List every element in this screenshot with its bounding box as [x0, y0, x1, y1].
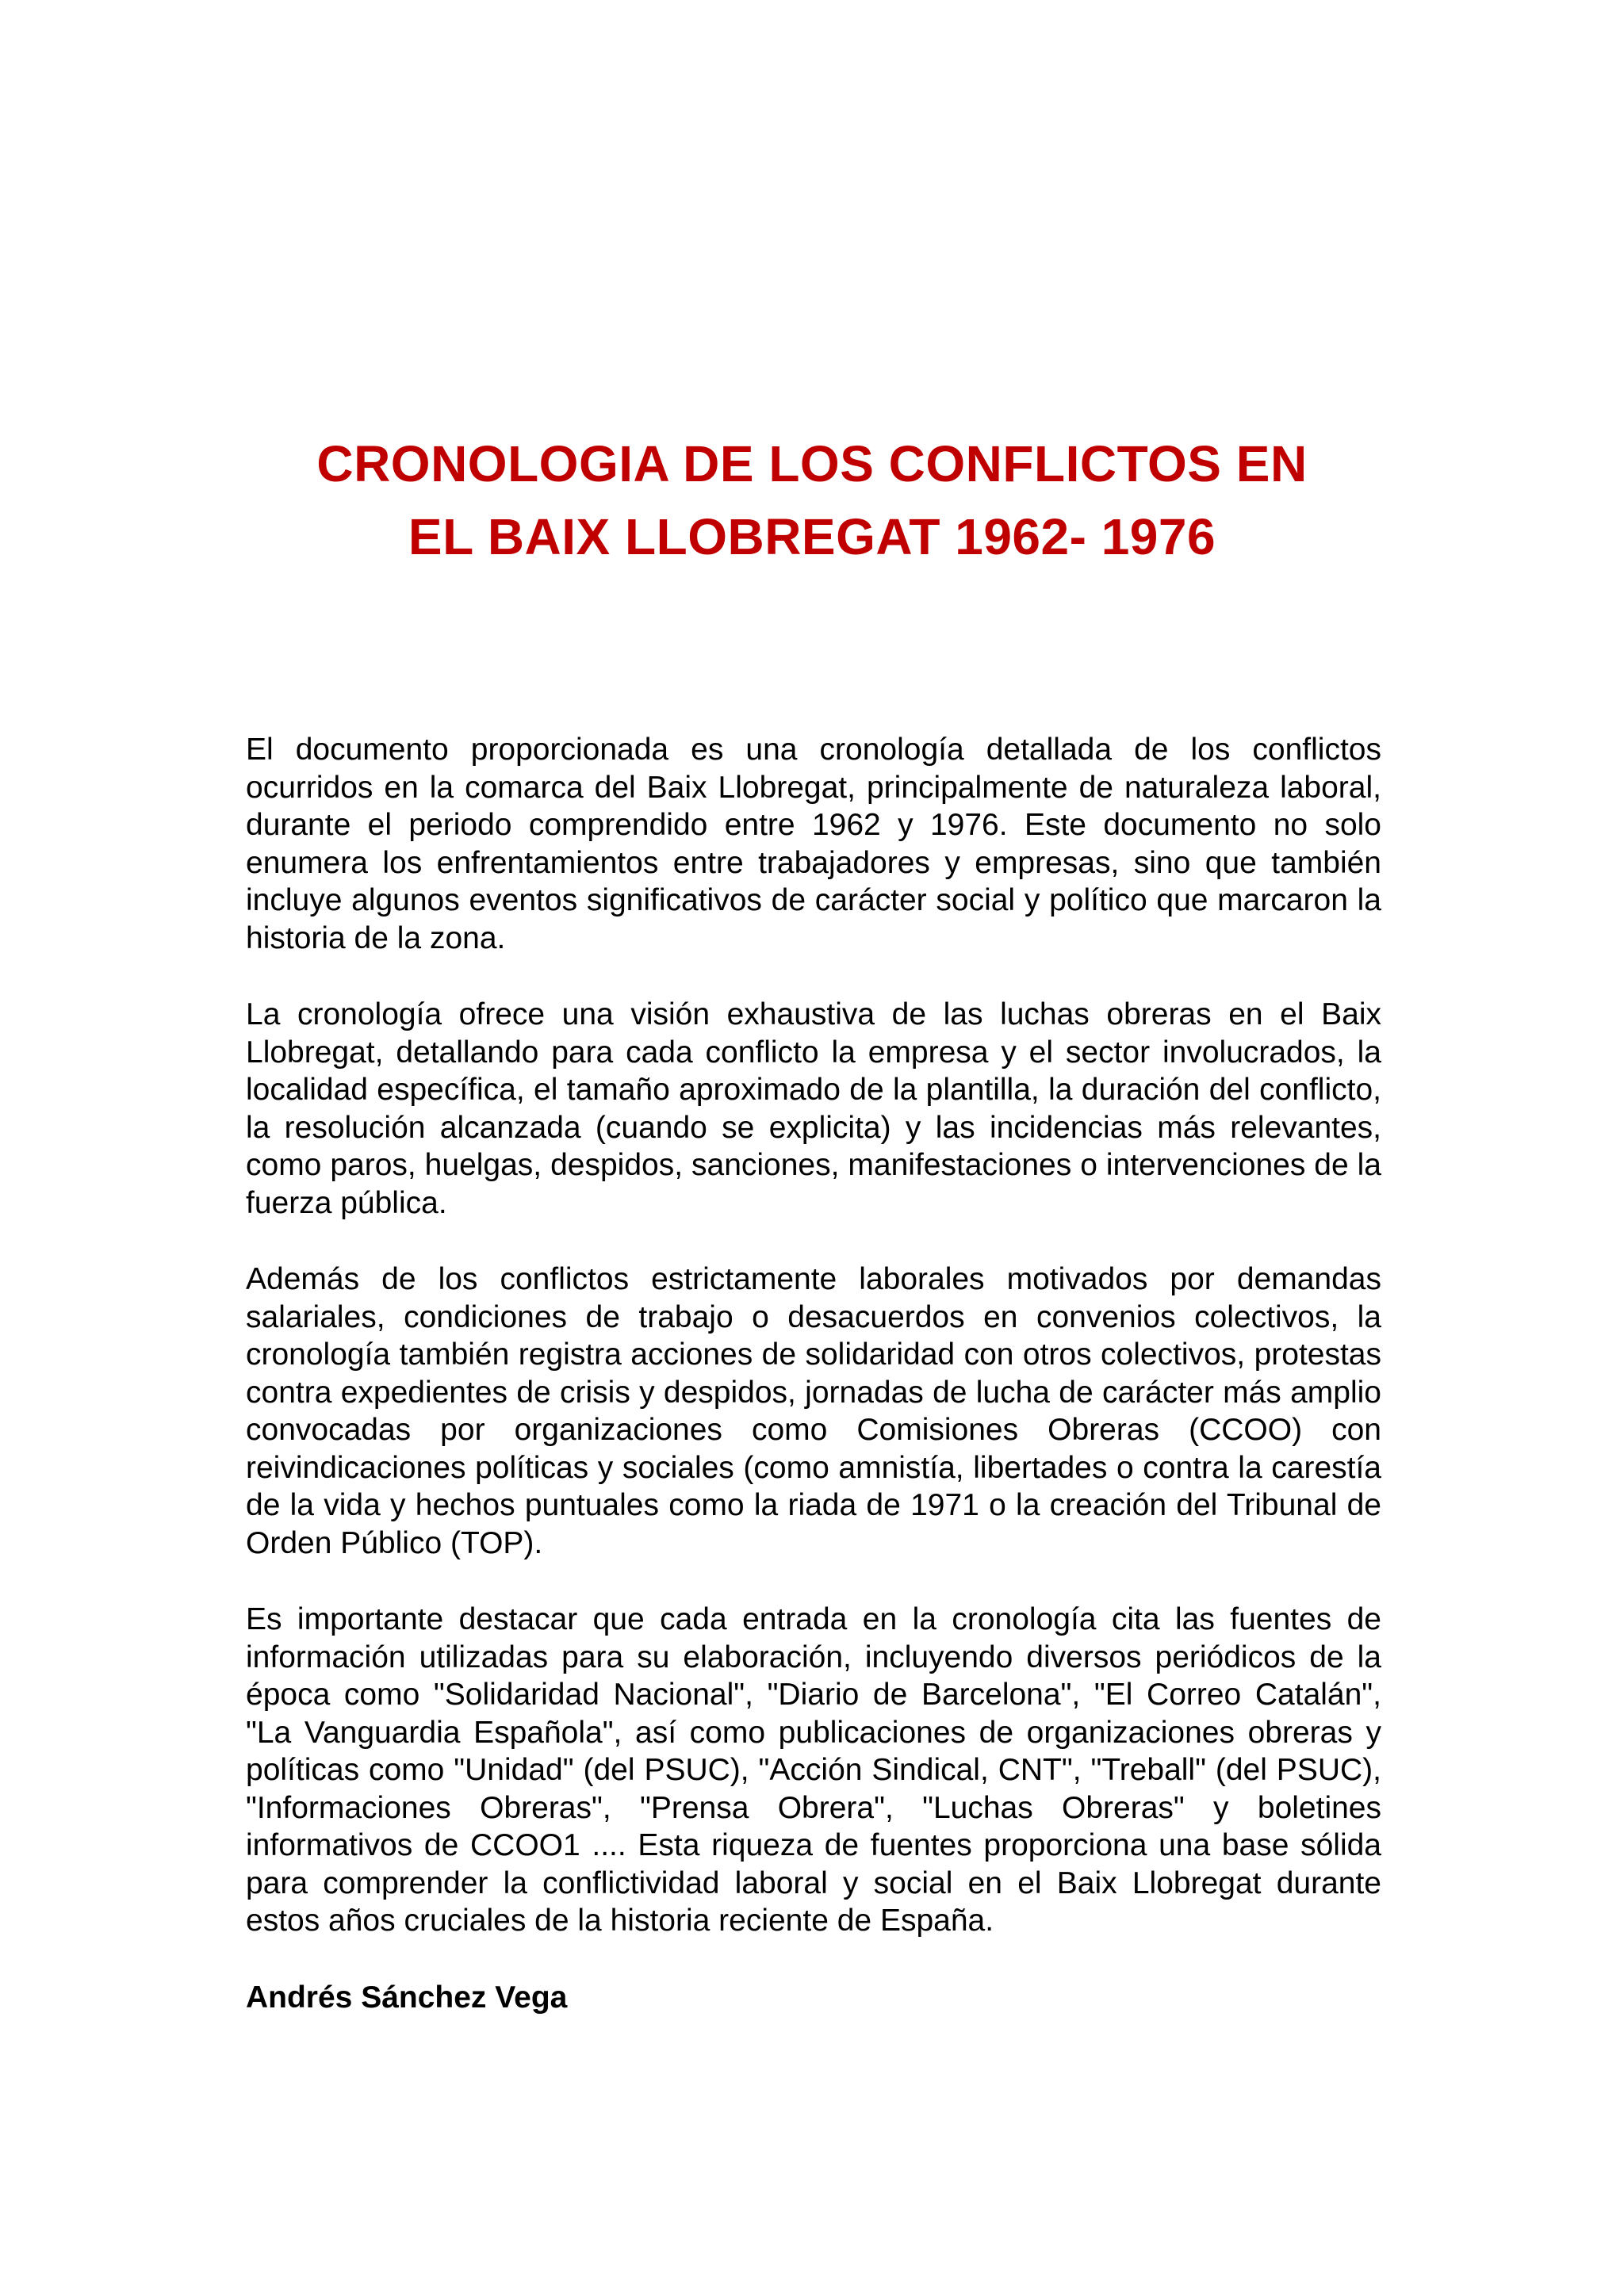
title-line-2: EL BAIX LLOBREGAT 1962- 1976: [408, 507, 1216, 565]
paragraph-sources: Es importante destacar que cada entrada en la cronología cita las fuentes de información utilizadas para su elaboración, incluyendo diversos periódicos de la época como "Solidaridad Nacional", "Diario de Barcelona", "El Correo Catalán", "La Vanguardia Española", así como publicaciones de organizaciones obreras y políticas como "Unidad" (del PSUC), "Acción Sindical, CNT", "Treball" (del PSUC), "Informaciones Obreras", "Prensa Obrera", "Luchas Obreras" y boletines informativos de CCOO1 .... Esta riqueza de fuentes proporciona una base sólida para comprender la conflictividad laboral y social en el Baix Llobregat durante estos años cruciales de la historia reciente de España.: [246, 1602, 1381, 1938]
paragraph-intro: El documento proporcionada es una cronología detallada de los conflictos ocurridos en la comarca del Baix Llobregat, principalmente de naturaleza laboral, durante el periodo comprendido entre 1962 y 1976. Este documento no solo enumera los enfrentamientos entre trabajadores y empresas, sino que también incluye algunos eventos significativos de carácter social y político que marcaron la historia de la zona.: [246, 733, 1381, 955]
paragraph-scope: La cronología ofrece una visión exhaustiva de las luchas obreras en el Baix Llobregat, detallando para cada conflicto la empresa y el sector involucrados, la localidad específica, el tamaño aproximado de la plantilla, la duración del conflicto, la resolución alcanzada (cuando se explicita) y las incidencias más relevantes, como paros, huelgas, despidos, sanciones, manifestaciones o intervenciones de la fuerza pública.: [246, 997, 1381, 1220]
title-line-1: CRONOLOGIA DE LOS CONFLICTOS EN: [316, 434, 1308, 492]
paragraph-conflict-types: Además de los conflictos estrictamente laborales motivados por demandas salariales, condiciones de trabajo o desacuerdos en convenios colectivos, la cronología también registra acciones de solidaridad con otros colectivos, protestas contra expedientes de crisis y despidos, jornadas de lucha de carácter más amplio convocadas por organizaciones como Comisiones Obreras (CCOO) con reivindicaciones políticas y sociales (como amnistía, libertades o contra la carestía de la vida y hechos puntuales como la riada de 1971 o la creación del Tribunal de Orden Público (TOP).: [246, 1262, 1381, 1560]
document-body: [246, 731, 1381, 2055]
document-title: [0, 427, 1624, 573]
author-signature: Andrés Sánchez Vega: [246, 1980, 568, 2015]
